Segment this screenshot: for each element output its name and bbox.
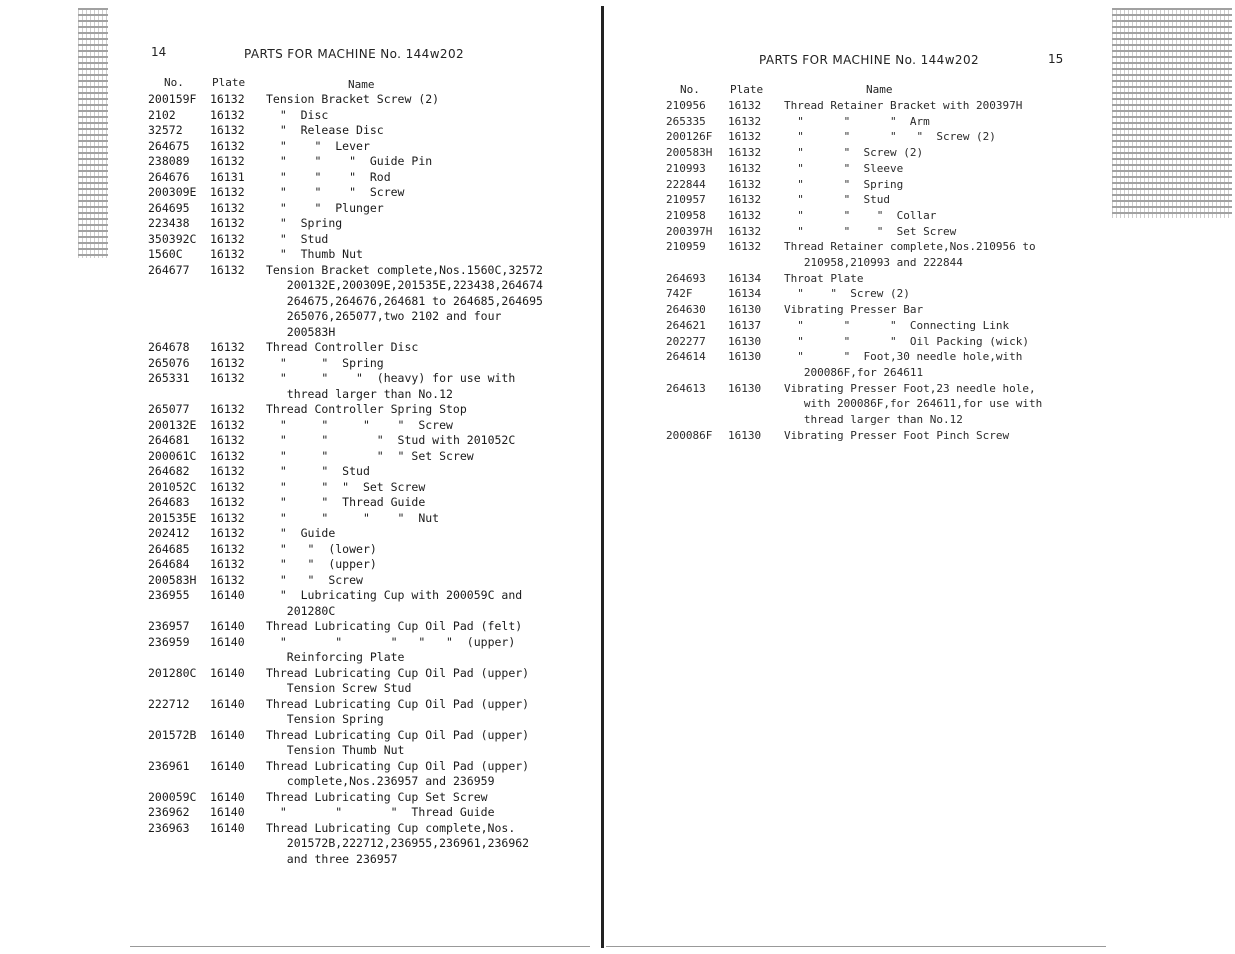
part-row xyxy=(666,129,1074,145)
plate-number: 16134 xyxy=(728,271,762,285)
column-header-plate: Plate xyxy=(212,76,246,89)
plate-number: 16132 xyxy=(210,557,245,571)
part-number: 200583H xyxy=(666,146,713,160)
page-title: PARTS FOR MACHINE No. 144w202 xyxy=(244,47,465,61)
page-title: PARTS FOR MACHINE No. 144w202 xyxy=(759,53,980,67)
part-row xyxy=(666,114,1074,130)
part-number: 236955 xyxy=(148,588,190,602)
book-spine xyxy=(601,6,604,948)
part-name: Thread Retainer complete,Nos.210956 to 210958,210993 and 222844 xyxy=(784,240,1036,270)
part-row xyxy=(148,635,566,666)
part-row xyxy=(666,177,1074,193)
plate-number: 16132 xyxy=(210,107,245,122)
part-name: " " Lever xyxy=(266,138,370,153)
part-name: Vibrating Presser Bar xyxy=(784,303,924,317)
plate-number: 16130 xyxy=(728,381,762,395)
plate-number: 16132 xyxy=(210,200,245,215)
column-header-no: No. xyxy=(680,83,700,96)
plate-number: 16132 xyxy=(210,355,245,370)
part-number: 202412 xyxy=(148,526,190,540)
plate-number: 16134 xyxy=(728,287,762,301)
part-row xyxy=(148,449,566,465)
plate-number: 16130 xyxy=(728,334,762,348)
part-name: Thread Lubricating Cup Oil Pad (upper) complete,Nos.236957 and 236959 xyxy=(266,758,530,788)
column-header-name: Name xyxy=(866,83,893,96)
part-name: Thread Controller Disc xyxy=(266,340,419,354)
plate-number: 16140 xyxy=(210,588,245,602)
plate-number: 16132 xyxy=(210,216,245,230)
column-header-no: No. xyxy=(164,76,184,89)
part-number: 202277 xyxy=(666,334,706,348)
part-name: " " " Screw xyxy=(266,185,405,199)
part-number: 222712 xyxy=(148,696,190,711)
part-number: 264613 xyxy=(666,381,706,395)
right-page xyxy=(606,0,1235,954)
part-number: 265076 xyxy=(148,355,190,370)
part-name: " Thumb Nut xyxy=(266,247,363,261)
part-name: " " " Connecting Link xyxy=(784,318,1010,332)
part-row xyxy=(148,402,566,418)
part-name: " Spring xyxy=(266,216,343,230)
part-name: Tension Bracket Screw (2) xyxy=(266,92,440,106)
part-number: 200309E xyxy=(148,185,197,199)
plate-number: 16130 xyxy=(728,428,762,442)
part-row xyxy=(666,192,1074,208)
plate-number: 16132 xyxy=(210,464,245,478)
part-name: " " " Rod xyxy=(266,169,391,184)
part-row xyxy=(148,697,566,728)
part-name: " Release Disc xyxy=(266,123,384,137)
plate-number: 16140 xyxy=(210,696,245,711)
plate-number: 16132 xyxy=(728,208,762,222)
plate-number: 16140 xyxy=(210,727,245,742)
part-name: " " Foot,30 needle hole,with 200086F,for 264611 xyxy=(797,350,1023,379)
plate-number: 16132 xyxy=(210,433,245,447)
part-name: Thread Lubricating Cup Set Screw xyxy=(266,789,488,804)
part-number: 201572B xyxy=(148,727,197,742)
part-name: " " " Set Screw xyxy=(784,224,957,238)
part-number: 264685 xyxy=(148,541,190,556)
part-number: 264681 xyxy=(148,433,190,447)
plate-number: 16132 xyxy=(210,402,245,416)
plate-number: 16140 xyxy=(210,758,245,773)
part-number: 264675 xyxy=(148,138,190,153)
part-number: 200583H xyxy=(148,572,197,587)
plate-number: 16140 xyxy=(210,805,245,819)
part-number: 200126F xyxy=(666,130,713,144)
plate-number: 16132 xyxy=(210,185,245,199)
part-number: 264614 xyxy=(666,350,706,364)
part-row xyxy=(148,418,566,434)
part-name: " " " " Set Screw xyxy=(266,448,474,463)
part-row xyxy=(666,302,1074,318)
part-name: " " " Arm xyxy=(784,114,930,128)
plate-number: 16132 xyxy=(210,479,245,494)
part-number: 201535E xyxy=(148,510,197,525)
part-number: 238089 xyxy=(148,154,190,168)
plate-number: 16132 xyxy=(210,495,245,509)
part-row xyxy=(666,334,1074,350)
part-row xyxy=(148,154,566,170)
part-name: " " (lower) xyxy=(266,541,377,556)
part-row xyxy=(148,542,566,558)
part-name: Vibrating Presser Foot Pinch Screw xyxy=(784,428,1010,442)
part-name: " Guide xyxy=(266,526,336,540)
part-number: 265335 xyxy=(666,114,706,128)
part-number: 742F xyxy=(666,287,693,301)
part-number: 1560C xyxy=(148,247,183,261)
part-number: 200132E xyxy=(148,417,197,432)
part-row xyxy=(148,759,566,790)
part-number: 32572 xyxy=(148,123,183,137)
part-number: 210959 xyxy=(666,240,706,254)
part-name: " " " Oil Packing (wick) xyxy=(784,334,1030,348)
part-name: " " Spring xyxy=(784,177,904,191)
part-row xyxy=(148,170,566,186)
part-number: 210958 xyxy=(666,208,706,222)
part-name: " " " " Screw (2) xyxy=(784,130,996,144)
part-row xyxy=(148,263,566,341)
part-number: 264682 xyxy=(148,464,190,478)
part-row xyxy=(148,511,566,527)
part-number: 265077 xyxy=(148,402,190,416)
plate-number: 16132 xyxy=(728,177,762,191)
part-name: " Lubricating Cup with 200059C and 201280C xyxy=(279,588,523,618)
part-name: " " Screw (2) xyxy=(784,287,910,301)
plate-number: 16130 xyxy=(728,303,762,317)
part-number: 210993 xyxy=(666,161,706,175)
plate-number: 16131 xyxy=(210,169,245,184)
plate-number: 16132 xyxy=(728,146,762,160)
part-row xyxy=(666,428,1074,444)
plate-number: 16132 xyxy=(728,224,762,238)
plate-number: 16132 xyxy=(210,247,245,261)
plate-number: 16132 xyxy=(210,417,245,432)
part-number: 223438 xyxy=(148,216,190,230)
part-row xyxy=(148,588,566,619)
part-row xyxy=(666,224,1074,240)
part-row xyxy=(666,318,1074,334)
part-name: Thread Lubricating Cup Oil Pad (felt) xyxy=(266,619,523,633)
part-row xyxy=(666,98,1074,114)
part-row xyxy=(148,495,566,511)
part-row xyxy=(666,286,1074,302)
part-row xyxy=(148,340,566,356)
part-number: 200086F xyxy=(666,428,713,442)
part-row xyxy=(666,349,1074,380)
part-number: 236959 xyxy=(148,634,190,649)
part-name: " " Stud xyxy=(784,193,890,207)
part-name: Thread Lubricating Cup Oil Pad (upper) Tension Screw Stud xyxy=(266,665,530,695)
plate-number: 16140 xyxy=(210,789,245,804)
plate-number: 16132 xyxy=(728,99,762,112)
part-name: " " Spring xyxy=(266,355,384,370)
part-number: 265331 xyxy=(148,371,190,385)
part-name: " " " " Screw xyxy=(266,417,453,432)
part-row xyxy=(148,371,566,402)
part-row xyxy=(148,790,566,806)
part-row xyxy=(148,557,566,573)
part-row xyxy=(148,619,566,635)
part-number: 210957 xyxy=(666,193,706,207)
part-number: 200159F xyxy=(148,92,197,106)
part-number: 264683 xyxy=(148,495,190,509)
part-number: 264678 xyxy=(148,340,190,354)
part-number: 264677 xyxy=(148,262,190,277)
plate-number: 16132 xyxy=(210,572,245,587)
part-row xyxy=(148,356,566,372)
parts-list xyxy=(148,92,566,867)
part-name: " Stud xyxy=(266,231,329,246)
parts-list xyxy=(666,98,1074,443)
page-number: 15 xyxy=(1048,52,1064,66)
part-row xyxy=(148,139,566,155)
part-row xyxy=(148,92,566,108)
part-number: 222844 xyxy=(666,177,706,191)
part-name: " " " (heavy) for use with thread larger than No.12 xyxy=(279,371,516,401)
part-row xyxy=(148,666,566,697)
part-number: 264621 xyxy=(666,318,706,332)
plate-number: 16140 xyxy=(210,820,245,835)
plate-number: 16132 xyxy=(210,138,245,153)
part-number: 264630 xyxy=(666,303,706,317)
plate-number: 16132 xyxy=(210,448,245,463)
part-name: " " " Guide Pin xyxy=(266,154,433,168)
part-row xyxy=(148,526,566,542)
plate-number: 16132 xyxy=(728,130,762,144)
part-name: Thread Lubricating Cup Oil Pad (upper) Tension Thumb Nut xyxy=(266,727,530,757)
part-row xyxy=(148,108,566,124)
part-name: " " " Collar xyxy=(784,208,937,222)
part-number: 236963 xyxy=(148,820,190,835)
plate-number: 16132 xyxy=(210,154,245,168)
part-row xyxy=(666,208,1074,224)
part-row xyxy=(148,480,566,496)
part-row xyxy=(666,239,1074,270)
part-name: " " Thread Guide xyxy=(266,495,426,509)
plate-number: 16130 xyxy=(728,350,762,364)
part-number: 200059C xyxy=(148,789,197,804)
part-row xyxy=(666,161,1074,177)
part-name: " " " Set Screw xyxy=(266,479,426,494)
part-number: 200061C xyxy=(148,448,197,463)
plate-number: 16132 xyxy=(210,92,245,106)
part-row xyxy=(148,247,566,263)
part-row xyxy=(148,232,566,248)
part-name: Thread Retainer Bracket with 200397H xyxy=(784,99,1023,112)
plate-number: 16132 xyxy=(210,510,245,525)
part-number: 264676 xyxy=(148,169,190,184)
part-name: " " " Stud with 201052C xyxy=(266,433,516,447)
part-number: 350392C xyxy=(148,231,197,246)
part-number: 210956 xyxy=(666,99,706,112)
column-header-name: Name xyxy=(348,78,375,91)
page-number: 14 xyxy=(151,45,167,59)
plate-number: 16132 xyxy=(210,231,245,246)
part-row xyxy=(148,201,566,217)
part-number: 236961 xyxy=(148,758,190,773)
part-name: Thread Lubricating Cup Oil Pad (upper) Tension Spring xyxy=(266,696,530,726)
part-row xyxy=(148,185,566,201)
part-name: " " Stud xyxy=(266,464,370,478)
part-row xyxy=(148,464,566,480)
part-number: 2102 xyxy=(148,107,176,122)
plate-number: 16132 xyxy=(210,526,245,540)
part-name: " " (upper) xyxy=(266,557,377,571)
plate-number: 16132 xyxy=(210,371,245,385)
plate-number: 16132 xyxy=(210,262,245,277)
part-row xyxy=(148,216,566,232)
part-number: 236957 xyxy=(148,619,190,633)
part-row xyxy=(148,728,566,759)
part-name: Vibrating Presser Foot,23 needle hole, with 200086F,for 264611,for use with thread larger than No.12 xyxy=(784,381,1043,427)
part-row xyxy=(148,573,566,589)
column-header-plate: Plate xyxy=(730,83,764,96)
part-number: 264695 xyxy=(148,200,190,215)
part-number: 201052C xyxy=(148,479,197,494)
part-number: 264684 xyxy=(148,557,190,571)
part-name: " " Screw (2) xyxy=(784,146,924,160)
left-page xyxy=(0,0,600,954)
plate-number: 16132 xyxy=(728,193,762,207)
plate-number: 16140 xyxy=(210,634,245,649)
part-name: " " " " " (upper) Reinforcing Plate xyxy=(279,634,516,664)
plate-number: 16140 xyxy=(210,665,245,680)
part-name: Thread Controller Spring Stop xyxy=(266,402,467,416)
part-row xyxy=(666,145,1074,161)
part-row xyxy=(148,821,566,868)
part-number: 264693 xyxy=(666,271,706,285)
part-name: " " Screw xyxy=(266,572,363,587)
part-name: " " " " Nut xyxy=(266,510,440,525)
plate-number: 16132 xyxy=(210,123,245,137)
part-row xyxy=(666,271,1074,287)
plate-number: 16132 xyxy=(728,240,762,254)
part-name: Thread Lubricating Cup complete,Nos. 201572B,222712,236955,236961,236962 and three 236957 xyxy=(266,820,530,866)
part-row xyxy=(148,805,566,821)
part-row xyxy=(148,123,566,139)
plate-number: 16140 xyxy=(210,619,245,633)
part-number: 236962 xyxy=(148,805,190,819)
part-number: 201280C xyxy=(148,665,197,680)
part-name: " " Sleeve xyxy=(784,161,904,175)
plate-number: 16132 xyxy=(728,161,762,175)
part-name: " Disc xyxy=(266,107,329,122)
plate-number: 16132 xyxy=(210,541,245,556)
part-number: 200397H xyxy=(666,224,713,238)
part-name: Throat Plate xyxy=(784,271,864,285)
part-name: " " Plunger xyxy=(266,200,384,215)
plate-number: 16137 xyxy=(728,318,762,332)
part-row xyxy=(148,433,566,449)
plate-number: 16132 xyxy=(210,340,245,354)
part-name: " " " Thread Guide xyxy=(266,805,495,819)
plate-number: 16132 xyxy=(728,114,762,128)
part-row xyxy=(666,381,1074,428)
part-name: Tension Bracket complete,Nos.1560C,32572 200132E,200309E,201535E,223438,264674 264675,264676,264681 to 264685,264695 265076,265077,two 2102 and four 200583H xyxy=(266,262,543,339)
